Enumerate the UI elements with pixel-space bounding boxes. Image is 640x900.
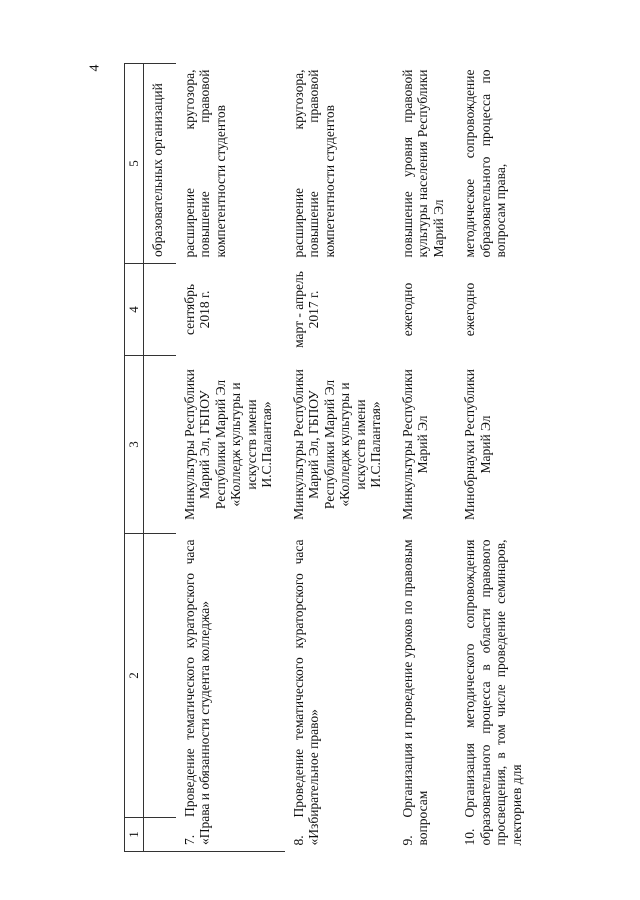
header-col-3: 3 — [125, 356, 144, 534]
executor-cell: Минкультуры Республики Марий Эл, ГБПОУ Республики Марий Эл «Колледж культуры и искусств имени И.С.Палантая» — [181, 369, 274, 520]
table-row — [394, 64, 457, 852]
row-number: 9. — [399, 835, 415, 846]
date-cell: ежегодно — [399, 282, 415, 337]
executor-cell: Минкультуры Республики Марий Эл, ГБПОУ Республики Марий Эл «Колледж культуры и искусств имени И.С.Палантая» — [290, 369, 383, 520]
executor-cell: Минкультуры Республики Марий Эл — [399, 369, 430, 520]
event-text: Организация методического сопровождения образовательного процесса в области правового просвещения, в том числе проведение семинаров, лекториев для — [462, 539, 524, 846]
event-cell — [176, 534, 285, 852]
date-cell: март - апрель 2017 г. — [290, 271, 321, 348]
event-text: Проведение тематического кураторского часа «Избирательное право» — [290, 539, 321, 846]
table-row — [456, 64, 534, 852]
result-cell: методическое сопровождение образовательного процесса по вопросам права, — [462, 69, 508, 258]
continued-cell: образовательных организаций — [144, 64, 176, 264]
header-col-2: 2 — [125, 534, 144, 818]
header-col-4: 4 — [125, 264, 144, 356]
row-number: 8. — [290, 835, 306, 846]
header-col-5: 5 — [125, 64, 144, 264]
row-number: 7. — [181, 834, 197, 845]
header-col-1: 1 — [125, 818, 144, 852]
page-number: 4 — [87, 64, 103, 72]
event-text: Проведение тематического кураторского часа «Права и обязанности студента колледжа» — [181, 539, 212, 845]
plan-table — [124, 63, 534, 852]
event-cell — [285, 534, 394, 852]
row-number: 10. — [462, 828, 477, 846]
table-row — [285, 64, 394, 852]
date-cell: ежегодно — [462, 282, 477, 337]
date-cell: сентябрь 2018 г. — [181, 283, 212, 336]
result-cell: расширение кругозора, повышение правовой компетентности студентов — [181, 69, 228, 258]
result-cell: расширение кругозора, повышение правовой компетентности студентов — [290, 69, 337, 258]
event-cell — [394, 534, 457, 852]
event-text: Организация и проведение уроков по правовым вопросам — [399, 539, 430, 846]
table-row — [176, 64, 285, 852]
result-cell: повышение уровня правовой культуры населения Республики Марий Эл — [399, 69, 446, 258]
executor-cell: Минобрнауки Республики Марий Эл — [462, 369, 493, 520]
header-row — [125, 64, 144, 852]
rotated-table-container — [124, 64, 524, 852]
continued-row — [144, 64, 176, 852]
event-cell — [456, 534, 534, 852]
